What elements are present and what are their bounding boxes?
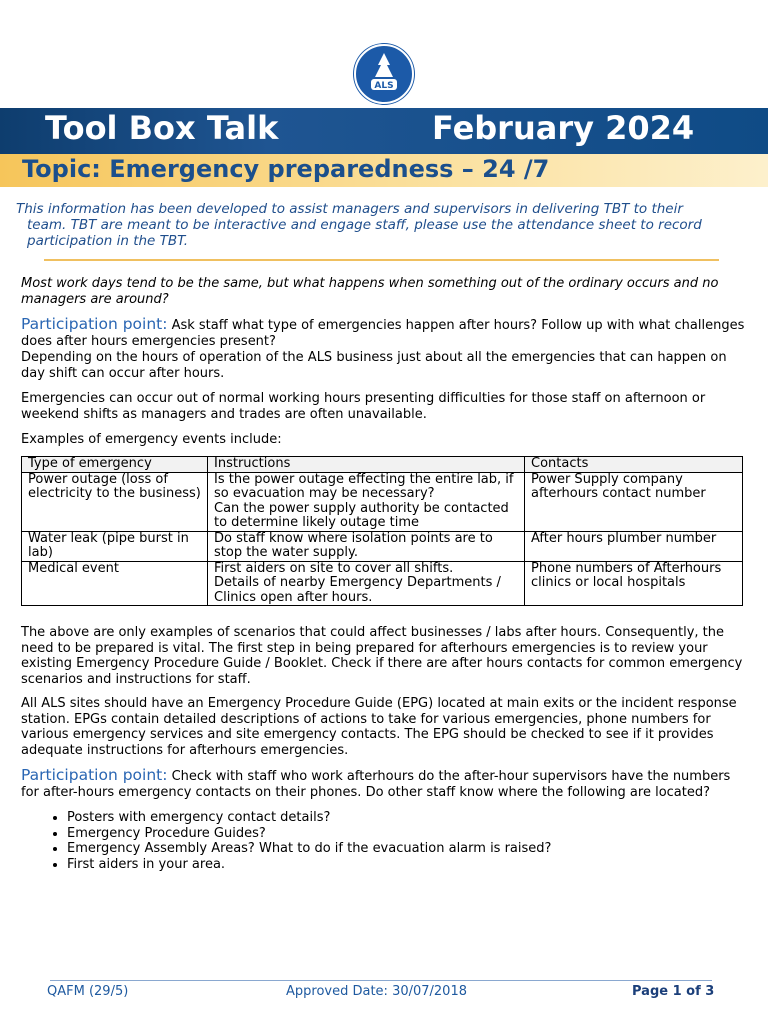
instruction-line: Can the power supply authority be contacted to determine likely outage time <box>214 500 509 530</box>
list-item: • Emergency Procedure Guides? <box>67 826 747 842</box>
als-logo <box>353 43 415 105</box>
list-item: • Posters with emergency contact details? <box>67 810 747 826</box>
participation-label: Participation point: <box>21 315 168 333</box>
hours-paragraph: Depending on the hours of operation of the ALS business just about all the emergencies that can happen on day shift can occur after hours. <box>21 350 727 381</box>
cell-contact: After hours plumber number <box>525 531 743 561</box>
column-header: Type of emergency <box>22 457 208 473</box>
intro-line: This information has been developed to assist managers and supervisors in delivering TBT to their <box>16 201 683 217</box>
bullet-list <box>21 810 747 872</box>
epg-paragraph: All ALS sites should have an Emergency Procedure Guide (EPG) located at main exits or the incident response station. EPGs contain detailed descriptions of actions to take for various emergencies, phone numbers for various emergency services and site emergency contacts. The EPG should be checked to see if it provides adequate instructions for afterhours emergencies. <box>21 696 737 758</box>
table-row <box>22 472 743 531</box>
participation-text: Ask staff what type of emergencies happen after hours? Follow up with what challenges does after hours emergencies present? <box>21 318 745 349</box>
list-item: • First aiders in your area. <box>67 857 747 873</box>
cell-contact: Phone numbers of Afterhours clinics or local hospitals <box>525 561 743 606</box>
participation-point-2 <box>21 768 751 800</box>
examples-heading: Examples of emergency events include: <box>21 432 282 447</box>
emergency-table <box>21 456 743 606</box>
list-item: • Emergency Assembly Areas? What to do if the evacuation alarm is raised? <box>67 841 747 857</box>
outside-hours-paragraph: Emergencies can occur out of normal working hours presenting difficulties for those staff on afternoon or weekend shifts as managers and trades are often unavailable. <box>21 391 706 422</box>
participation-point-1 <box>21 317 751 349</box>
participation-text: Check with staff who work afterhours do the after-hour supervisors have the numbers for after-hours emergency contacts on their phones. Do other staff know where the following are located? <box>21 769 731 800</box>
participation-label: Participation point: <box>21 766 168 784</box>
footer-divider <box>50 980 712 981</box>
column-header: Contacts <box>525 457 743 473</box>
instruction-line: First aiders on site to cover all shifts. <box>214 560 454 576</box>
cell-type: Water leak (pipe burst in lab) <box>22 531 208 561</box>
page-number: Page 1 of 3 <box>632 984 715 999</box>
cell-type: Medical event <box>22 561 208 606</box>
cell-contact: Power Supply company afterhours contact number <box>525 472 743 531</box>
instruction-line: Is the power outage effecting the entire lab, if so evacuation may be necessary? <box>214 471 514 501</box>
table-row <box>22 531 743 561</box>
approved-date: Approved Date: 30/07/2018 <box>286 984 467 999</box>
cell-instructions <box>208 472 525 531</box>
cell-instructions <box>208 531 525 561</box>
doc-code: QAFM (29/5) <box>47 984 129 999</box>
examples-followup-paragraph: The above are only examples of scenarios that could affect businesses / labs after hours. Consequently, the need to be prepared is vital. The first step in being prepared for afterhours emergencies is to review your existing Emergency Procedure Guide / Booklet. Check if there are after hours contacts for common emergency scenarios and instructions for staff. <box>21 625 743 687</box>
intro-line: participation in the TBT. <box>27 233 189 249</box>
intro-text <box>16 201 746 249</box>
doc-date: February 2024 <box>432 109 695 147</box>
title-banner <box>0 108 768 154</box>
cell-instructions <box>208 561 525 606</box>
topic-title: Topic: Emergency preparedness – 24 /7 <box>22 155 550 183</box>
topic-bar <box>0 154 768 187</box>
divider <box>44 259 719 261</box>
opening-question: Most work days tend to be the same, but what happens when something out of the ordinary occurs and no managers are around? <box>21 276 719 307</box>
instruction-line: Details of nearby Emergency Departments / Clinics open after hours. <box>214 575 501 605</box>
instruction-line: Do staff know where isolation points are to stop the water supply. <box>214 530 493 560</box>
als-logo-mark <box>353 43 415 105</box>
logo-text: ALS <box>374 81 394 91</box>
doc-title: Tool Box Talk <box>45 109 279 147</box>
table-row <box>22 561 743 606</box>
column-header: Instructions <box>208 457 525 473</box>
intro-line: team. TBT are meant to be interactive and engage staff, please use the attendance sheet to record <box>27 217 702 233</box>
cell-type: Power outage (loss of electricity to the business) <box>22 472 208 531</box>
table-header-row <box>22 457 743 473</box>
